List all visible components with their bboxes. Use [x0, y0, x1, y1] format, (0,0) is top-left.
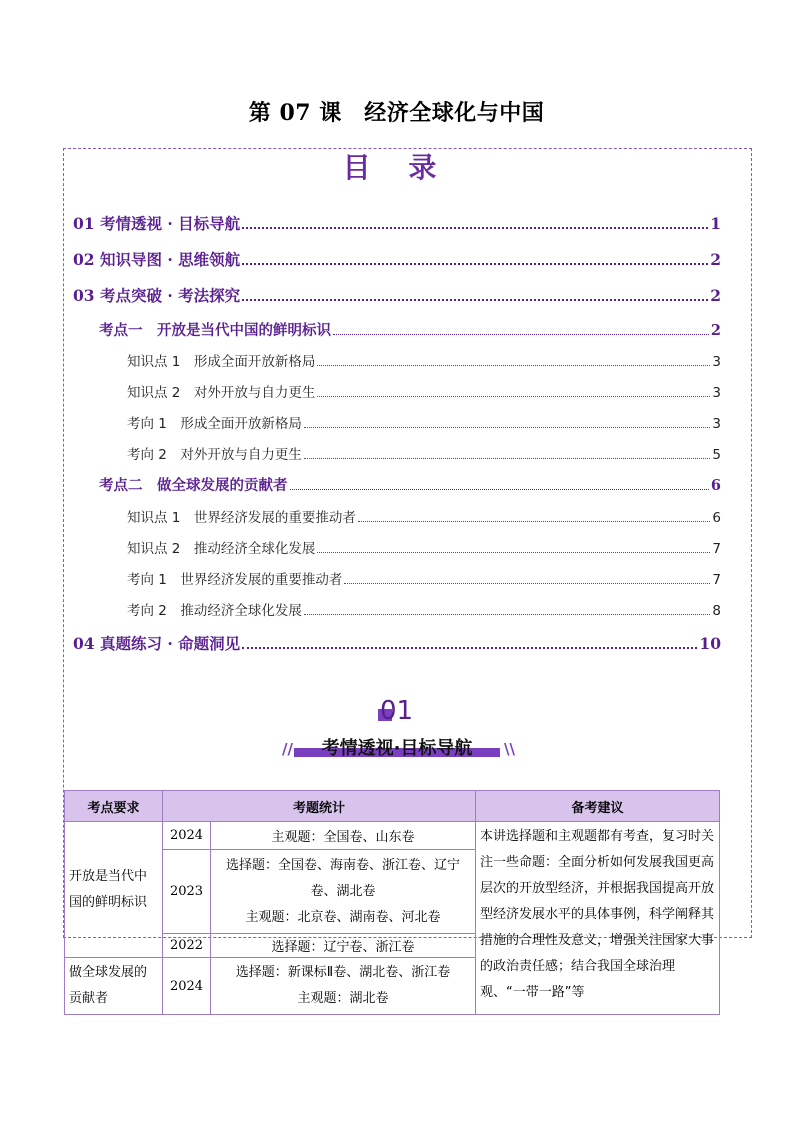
toc-entry[interactable] — [99, 474, 721, 495]
toc-entry-label: 01 考情透视 · 目标导航 — [73, 214, 241, 233]
toc-entry[interactable] — [73, 284, 721, 306]
toc-entry[interactable] — [73, 632, 721, 654]
toc-entry-page: 2 — [710, 250, 721, 269]
toc-entry-page: 6 — [712, 510, 721, 526]
toc-entry-label: 知识点 1 形成全面开放新格局 — [127, 354, 316, 370]
toc-entry-page: 7 — [712, 572, 721, 588]
stat-cell: 选择题：辽宁卷、浙江卷 — [211, 933, 476, 957]
toc-heading: 目 录 — [342, 151, 451, 184]
year-cell: 2023 — [163, 850, 211, 933]
toc-entry-page: 5 — [712, 447, 721, 463]
stat-line: 主观题：湖北卷 — [297, 991, 389, 1007]
toc-entry-label: 考点一 开放是当代中国的鲜明标识 — [99, 322, 331, 339]
toc-entry[interactable] — [73, 212, 721, 234]
stat-line: 主观题：北京卷、湖南卷、河北卷 — [245, 909, 441, 925]
toc-entry[interactable] — [73, 248, 721, 270]
toc-entry[interactable] — [127, 381, 721, 401]
header-advice: 备考建议 — [476, 791, 720, 822]
toc-entry[interactable] — [99, 319, 721, 340]
toc-leader — [317, 551, 710, 553]
toc-entry-label: 考向 2 对外开放与自力更生 — [127, 447, 302, 463]
toc-leader — [242, 298, 708, 301]
toc-entry[interactable] — [127, 599, 721, 619]
toc-entry-page: 7 — [712, 541, 721, 557]
toc-entry-page: 3 — [712, 416, 721, 432]
toc-leader — [242, 226, 708, 229]
stat-cell — [211, 850, 476, 933]
toc-leader — [317, 364, 710, 366]
toc-leader — [290, 488, 709, 490]
toc-entry-label: 考向 1 世界经济发展的重要推动者 — [127, 572, 343, 588]
toc-entry-page: 10 — [699, 634, 721, 653]
toc-leader — [304, 426, 711, 428]
toc-leader — [344, 582, 710, 584]
stat-cell: 主观题：全国卷、山东卷 — [211, 822, 476, 850]
toc-entry-page: 8 — [712, 603, 721, 619]
toc-leader — [304, 613, 711, 615]
toc-leader — [242, 646, 697, 649]
toc-entry[interactable] — [127, 412, 721, 432]
toc-leader — [358, 520, 711, 522]
banner-slash-right: \\ — [504, 740, 515, 758]
toc-entry[interactable] — [127, 537, 721, 557]
year-cell: 2022 — [163, 933, 211, 957]
toc-entry-label: 知识点 2 对外开放与自力更生 — [127, 385, 316, 401]
toc-entry[interactable] — [127, 443, 721, 463]
toc-entry-page: 6 — [710, 477, 721, 494]
toc-leader — [304, 457, 711, 459]
advice-cell — [476, 822, 720, 1015]
year-cell: 2024 — [163, 958, 211, 1015]
header-topic: 考点要求 — [65, 791, 163, 822]
exam-table — [64, 790, 720, 1015]
advice-text: 本讲选择题和主观题都有考查，复习时关注一些命题：全面分析如何发展我国更高层次的开放型经济，并根据我国提高开放型经济发展水平的具体事例，科学阐释其措施的合理性及意义，增强关注国家大事的政治责任感；结合我国全球治理观、“一带一路”等 — [480, 829, 715, 1000]
page-title: 第 07 课 经济全球化与中国 — [248, 100, 545, 126]
topic-cell: 开放是当代中国的鲜明标识 — [65, 822, 163, 958]
toc-leader — [242, 262, 708, 265]
toc-entry-label: 知识点 1 世界经济发展的重要推动者 — [127, 510, 356, 526]
toc-entry-page: 2 — [710, 286, 721, 305]
toc-entry[interactable] — [127, 506, 721, 526]
toc-entry-label: 04 真题练习 · 命题洞见 — [73, 634, 241, 653]
header-stats: 考题统计 — [163, 791, 476, 822]
toc-leader — [333, 333, 709, 335]
section-banner — [294, 734, 500, 758]
toc-entry-page: 2 — [710, 322, 721, 339]
toc-entry-page: 3 — [712, 385, 721, 401]
toc-entry-label: 考点二 做全球发展的贡献者 — [99, 477, 288, 494]
toc-entry-label: 考向 2 推动经济全球化发展 — [127, 603, 302, 619]
toc-entry-page: 1 — [710, 214, 721, 233]
stat-line: 选择题：全国卷、海南卷、浙江卷、辽宁卷、湖北卷 — [226, 857, 461, 899]
year-cell: 2024 — [163, 822, 211, 850]
toc-entry-label: 03 考点突破 · 考法探究 — [73, 286, 241, 305]
toc-entry-label: 考向 1 形成全面开放新格局 — [127, 416, 302, 432]
toc-entry-label: 02 知识导图 · 思维领航 — [73, 250, 241, 269]
stat-line: 选择题：新课标Ⅱ卷、湖北卷、浙江卷 — [235, 965, 451, 981]
topic-cell: 做全球发展的贡献者 — [65, 958, 163, 1015]
banner-slash-left: // — [282, 740, 293, 758]
toc-entry[interactable] — [127, 568, 721, 588]
toc-leader — [317, 395, 710, 397]
section-number: 01 — [379, 696, 414, 726]
toc-entry-page: 3 — [712, 354, 721, 370]
section-title: 考情透视·目标导航 — [321, 738, 473, 759]
stat-cell — [211, 958, 476, 1015]
toc-entry-label: 知识点 2 推动经济全球化发展 — [127, 541, 316, 557]
toc-entry[interactable] — [127, 350, 721, 370]
